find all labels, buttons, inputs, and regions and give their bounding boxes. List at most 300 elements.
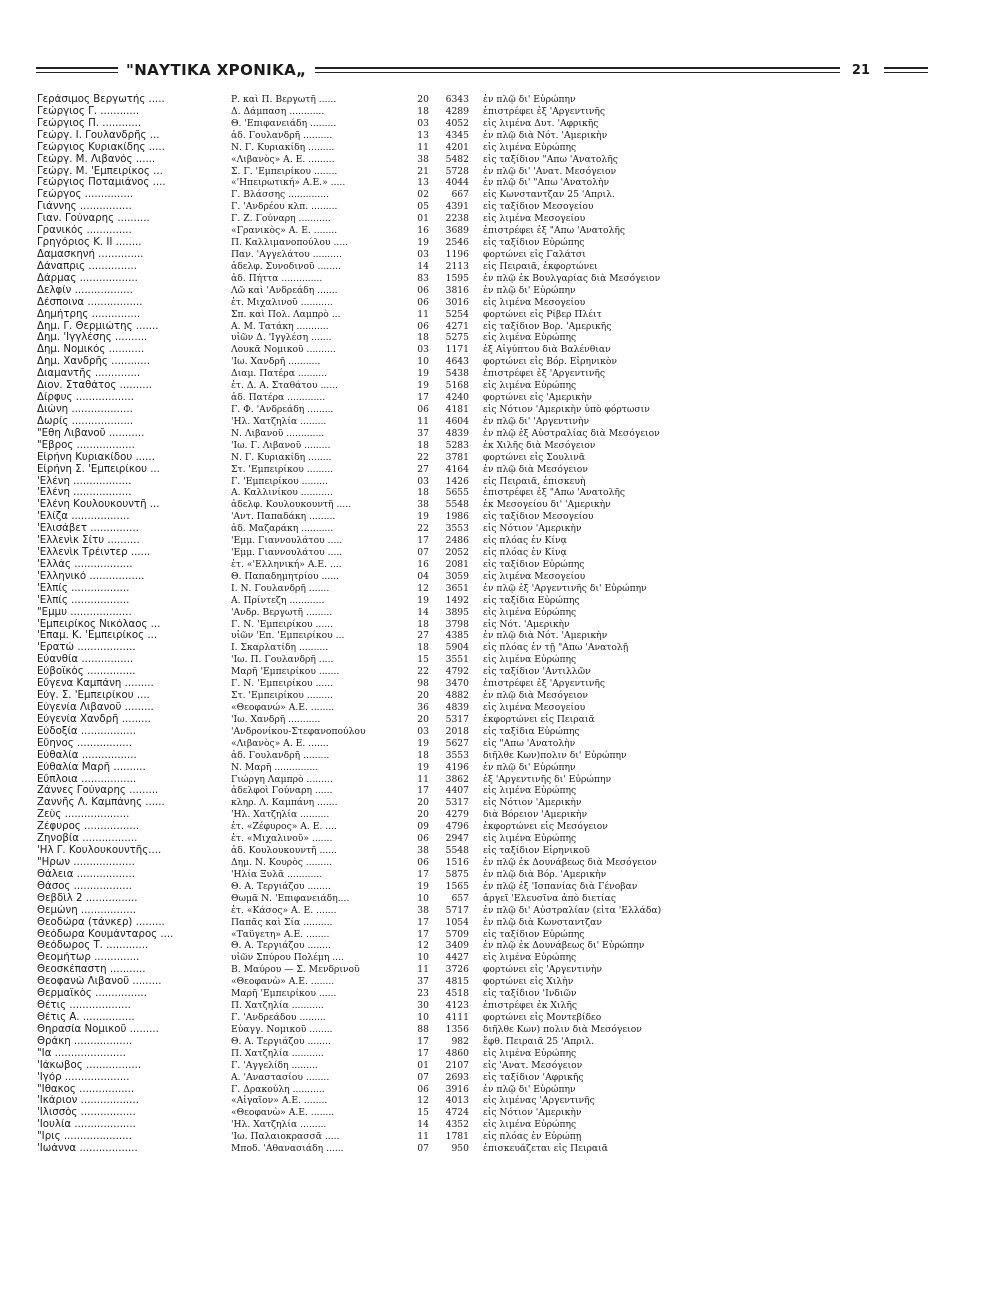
ship-row bbox=[37, 619, 737, 631]
build-year: 13 bbox=[417, 129, 429, 141]
ship-name: 'Ερατώ .................. bbox=[37, 642, 136, 654]
ship-owner: Παν. 'Αγγελάτου .......... bbox=[231, 248, 342, 260]
build-year: 18 bbox=[417, 439, 429, 451]
ship-owner: Λουκᾶ Νομικοῦ .......... bbox=[231, 344, 336, 356]
build-year: 16 bbox=[417, 558, 429, 570]
ship-row bbox=[37, 511, 737, 523]
tonnage: 5482 bbox=[445, 153, 469, 165]
ship-row bbox=[37, 702, 737, 714]
ship-row bbox=[37, 774, 737, 786]
ship-owner: Θ. Α. Τεργιάζου ........ bbox=[231, 880, 331, 892]
ship-name: Γεώργ. Μ. Λιβανός ...... bbox=[37, 153, 156, 165]
build-year: 83 bbox=[417, 272, 429, 284]
ship-name: 'Ελλενὶκ Σίτυ .......... bbox=[37, 535, 140, 547]
ship-row bbox=[37, 988, 737, 1000]
ship-owner: «Λιβανὸς» Α. Ε. ......... bbox=[231, 153, 335, 165]
tonnage: 4345 bbox=[445, 129, 469, 141]
ship-row bbox=[37, 797, 737, 809]
build-year: 14 bbox=[417, 606, 429, 618]
ship-status: εἰς ταξίδιον 'Αφρικῆς bbox=[483, 1071, 584, 1083]
build-year: 10 bbox=[417, 1011, 429, 1023]
ship-owner: 'Ηλ. Χατζηλία ......... bbox=[231, 1119, 327, 1131]
ship-status: φορτώνει εἰς Βόρ. Εἰρηνικὸν bbox=[483, 356, 618, 368]
page-number: 21 bbox=[851, 62, 870, 78]
build-year: 19 bbox=[417, 237, 429, 249]
ship-name: Θράκη .................. bbox=[37, 1035, 133, 1047]
ship-name: "Ια ...................... bbox=[37, 1047, 126, 1059]
ship-name: Θεοσκέπαστη ........... bbox=[37, 964, 146, 976]
tonnage: 4201 bbox=[445, 141, 469, 153]
tonnage: 1516 bbox=[445, 857, 469, 868]
ship-owner: Θ. Α. Τεργιάζου ........ bbox=[231, 1035, 331, 1047]
build-year: 17 bbox=[417, 1047, 429, 1059]
build-year: 13 bbox=[417, 177, 429, 189]
ship-name: Γεράσιμος Βεργωτής ..... bbox=[37, 94, 165, 105]
tonnage: 1781 bbox=[445, 1131, 469, 1143]
ship-row bbox=[37, 857, 737, 869]
ship-status: εἰς λιμένα Εὐρώπης bbox=[483, 833, 577, 845]
build-year: 38 bbox=[417, 153, 429, 165]
ship-status: ἐν πλῷ δι' Εὐρώπην bbox=[483, 284, 576, 296]
tonnage: 2018 bbox=[445, 725, 469, 737]
build-year: 27 bbox=[417, 463, 429, 475]
tonnage: 4792 bbox=[445, 666, 469, 678]
build-year: 16 bbox=[417, 225, 429, 237]
ship-row bbox=[37, 881, 737, 893]
build-year: 06 bbox=[417, 296, 429, 308]
ship-row bbox=[37, 630, 737, 642]
tonnage: 5283 bbox=[445, 439, 469, 451]
ship-name: 'Ικάριον .................. bbox=[37, 1095, 139, 1107]
ship-row bbox=[37, 416, 737, 428]
ship-row bbox=[37, 1084, 737, 1096]
ship-status: εἰς λιμένα Μεσογείου bbox=[483, 213, 586, 225]
tonnage: 5875 bbox=[445, 868, 469, 880]
ship-name: Θέτις ................... bbox=[37, 1000, 131, 1012]
ship-owner: 'Ηλ. Χατζηλία .......... bbox=[231, 809, 330, 821]
ship-name: 'Ιλισσὸς ................. bbox=[37, 1107, 136, 1119]
ship-status: εἰς λιμένα Εὐρώπης bbox=[483, 141, 577, 153]
ship-row bbox=[37, 309, 737, 321]
ship-status: εἰς πλόας ἐν Εὐρώπῃ bbox=[483, 1131, 582, 1143]
ship-status: εἰς Νότ. 'Αμερικὴν bbox=[483, 618, 570, 630]
ship-row bbox=[37, 738, 737, 750]
ship-owner: Γ. Βλάσσης .............. bbox=[231, 189, 329, 201]
ship-status: διὰ Βόρειον 'Αμερικὴν bbox=[483, 809, 588, 821]
tonnage: 5317 bbox=[445, 797, 469, 809]
ship-row bbox=[37, 332, 737, 344]
build-year: 11 bbox=[417, 141, 429, 153]
ship-owner: ἀδ. Γουλανδρῆ .......... bbox=[231, 129, 333, 141]
ship-row bbox=[37, 106, 737, 118]
ship-name: Θεομήτωρ .............. bbox=[37, 952, 140, 964]
build-year: 12 bbox=[417, 940, 429, 952]
tonnage: 5709 bbox=[445, 928, 469, 940]
ship-name: Γρανικός .............. bbox=[37, 225, 132, 237]
ship-status: εἰς λιμένα Εὐρώπης bbox=[483, 654, 577, 666]
ship-status: φορτώνει εἰς 'Αργεντινὴν bbox=[483, 964, 602, 976]
ship-row bbox=[37, 809, 737, 821]
build-year: 01 bbox=[417, 1059, 429, 1071]
ship-owner: «Αἰγαῖον» Α.Ε. ........ bbox=[231, 1095, 328, 1107]
ship-name: Γιάννης ................ bbox=[37, 201, 132, 213]
build-year: 06 bbox=[417, 833, 429, 845]
ship-name: 'Ιάκωβος ................. bbox=[37, 1059, 142, 1071]
ship-status: ἐν πλῷ ἐξ 'Ισπανίας διὰ Γένοβαν bbox=[483, 880, 638, 892]
ship-row bbox=[37, 952, 737, 964]
ship-name: Εἰρήνη Σ. 'Εμπειρίκου ... bbox=[37, 463, 160, 475]
ship-status: φορτώνει εἰς Μοντεβίδεο bbox=[483, 1011, 602, 1023]
ship-status: ἐκφορτώνει εἰς Μεσόγειον bbox=[483, 821, 608, 833]
tonnage: 4391 bbox=[445, 201, 469, 213]
ship-row bbox=[37, 249, 737, 261]
ship-name: Εὐγενία Λιβανοῦ ......... bbox=[37, 702, 154, 714]
ship-owner: 'Ανδρ. Βεργωτῆ ......... bbox=[231, 606, 333, 618]
tonnage: 3059 bbox=[445, 570, 469, 582]
tonnage: 4196 bbox=[445, 761, 469, 773]
ship-owner: υἱῶν Δ. 'Ιγγλέση ....... bbox=[231, 332, 332, 344]
tonnage: 4123 bbox=[445, 1000, 469, 1012]
build-year: 07 bbox=[417, 547, 429, 559]
ship-name: Θεοδώρα (τάνκερ) ......... bbox=[37, 916, 165, 928]
ship-name: 'Ελληνικό ................. bbox=[37, 570, 145, 582]
ship-owner: Εὐαγγ. Νομικοῦ ........ bbox=[231, 1023, 333, 1035]
ship-status: ἐν πλῷ ἐκ Βουλγαρίας διὰ Μεσόγειον bbox=[483, 272, 661, 284]
ship-status: εἰς ταξίδιον Βορ. 'Αμερικῆς bbox=[483, 320, 612, 332]
ship-row bbox=[37, 1012, 737, 1024]
tonnage: 3816 bbox=[445, 284, 469, 296]
ship-owner: Σπ. καὶ Πολ. Λαμπρὸ ... bbox=[231, 308, 341, 320]
ship-owner: 'Ανδρονίκου-Στεφανοπούλου bbox=[231, 725, 366, 737]
ship-row bbox=[37, 297, 737, 309]
ship-row bbox=[37, 535, 737, 547]
tonnage: 3016 bbox=[445, 296, 469, 308]
ship-status: ἐν πλῷ δι' 'Ανατ. Μεσόγειον bbox=[483, 165, 617, 177]
ship-name: Θάσος .................. bbox=[37, 880, 132, 892]
tonnage: 2238 bbox=[445, 213, 469, 225]
ship-name: Δημ. Νομικός ........... bbox=[37, 344, 145, 356]
ship-owner: Α. Καλλινίκου ........... bbox=[231, 487, 333, 499]
ship-status: ἐκ Μεσογείου δι' 'Αμερικὴν bbox=[483, 499, 611, 511]
ship-status: εἰς ταξίδιον "Απω 'Ανατολῆς bbox=[483, 153, 618, 165]
tonnage: 4111 bbox=[445, 1011, 469, 1023]
ship-row bbox=[37, 1048, 737, 1060]
ship-owner: Ι. Ν. Γουλανδρῆ ....... bbox=[231, 582, 330, 594]
ship-owner: ἀδελφ. Κουλουκουντῆ ..... bbox=[231, 499, 352, 511]
tonnage: 2113 bbox=[445, 260, 469, 272]
ship-owner: Δ. Δάμπαση ............ bbox=[231, 105, 325, 117]
build-year: 03 bbox=[417, 344, 429, 356]
tonnage: 4164 bbox=[445, 463, 469, 475]
ship-status: εἰς Κωνσταντζαν 25 'Απριλ. bbox=[483, 189, 615, 201]
ship-name: Εὐγ. Σ. 'Εμπειρίκου .... bbox=[37, 690, 150, 702]
tonnage: 4427 bbox=[445, 952, 469, 964]
ship-owner: Γ. 'Ανδρεάδου ......... bbox=[231, 1011, 326, 1023]
ship-status: φορτώνει εἰς Γαλάτσι bbox=[483, 248, 586, 260]
build-year: 98 bbox=[417, 678, 429, 690]
ship-owner: 'Εμμ. Γιαννουλάτου ..... bbox=[231, 547, 343, 559]
ship-name: "Ηρων ................... bbox=[37, 857, 135, 868]
ship-status: εἰς Νότιον 'Αμερικὴν bbox=[483, 797, 582, 809]
build-year: 17 bbox=[417, 785, 429, 797]
header-rule-middle bbox=[315, 67, 839, 73]
ship-status: διῆλθε Κων)πολιν δι' Εὐρώπην bbox=[483, 749, 627, 761]
ship-name: 'Ελένη .................. bbox=[37, 475, 132, 487]
ship-name: Εὔπλοια ................. bbox=[37, 773, 137, 785]
ship-row bbox=[37, 917, 737, 929]
ship-row bbox=[37, 201, 737, 213]
ship-status: ἐκ Χιλῆς διὰ Μεσόγειον bbox=[483, 439, 596, 451]
ship-row bbox=[37, 273, 737, 285]
tonnage: 4181 bbox=[445, 403, 469, 415]
ship-owner: υἱῶν 'Επ. 'Εμπειρίκου ... bbox=[231, 630, 345, 642]
ship-name: 'Επαμ. Κ. 'Εμπειρίκος ... bbox=[37, 630, 158, 642]
build-year: 18 bbox=[417, 105, 429, 117]
tonnage: 1171 bbox=[445, 344, 469, 356]
tonnage: 3895 bbox=[445, 606, 469, 618]
build-year: 06 bbox=[417, 320, 429, 332]
ship-status: εἰς ταξίδιον Μεσογείου bbox=[483, 201, 594, 213]
ship-name: 'Ελπίς .................. bbox=[37, 582, 130, 594]
ship-owner: Ν. Γ. Κυριακίδη ........ bbox=[231, 451, 332, 463]
ship-row bbox=[37, 404, 737, 416]
ship-status: εἰς Νότιον 'Αμερικὴν bbox=[483, 1107, 582, 1119]
ship-name: Εἰρήνη Κυριακίδου ...... bbox=[37, 451, 155, 463]
build-year: 19 bbox=[417, 511, 429, 523]
tonnage: 5548 bbox=[445, 499, 469, 511]
ship-status: εἰς ταξίδια Εὐρώπης bbox=[483, 725, 580, 737]
ship-status: φορτώνει εἰς Σουλινᾶ bbox=[483, 451, 586, 463]
ship-row bbox=[37, 642, 737, 654]
build-year: 27 bbox=[417, 630, 429, 642]
ship-row bbox=[37, 559, 737, 571]
ship-owner: «Θεοφανώ» Α.Ε. ........ bbox=[231, 702, 335, 714]
tonnage: 1356 bbox=[445, 1023, 469, 1035]
ship-name: "Ιρις ..................... bbox=[37, 1131, 132, 1143]
build-year: 19 bbox=[417, 737, 429, 749]
ship-owner: 'Ιω. Γ. Λιβανοῦ ......... bbox=[231, 439, 331, 451]
tonnage: 4796 bbox=[445, 821, 469, 833]
build-year: 11 bbox=[417, 964, 429, 976]
tonnage: 4240 bbox=[445, 392, 469, 404]
ship-owner: ἐτ. «'Ελληνική» Α.Ε. .... bbox=[231, 558, 342, 570]
ship-name: 'Ελίζα .................. bbox=[37, 511, 130, 523]
ship-owner: Ι. Σκαρλατίδη .......... bbox=[231, 642, 329, 654]
tonnage: 4289 bbox=[445, 105, 469, 117]
ship-owner: κληρ. Λ. Καμπάνη ....... bbox=[231, 797, 338, 809]
ship-row bbox=[37, 583, 737, 595]
build-year: 38 bbox=[417, 499, 429, 511]
tonnage: 5438 bbox=[445, 368, 469, 380]
ship-status: εἰς λιμένα Εὐρώπης bbox=[483, 952, 577, 964]
ship-row bbox=[37, 1119, 737, 1131]
ship-status: ἐν πλῷ ἐκ Δουνάβεως δι' Εὐρώπην bbox=[483, 940, 645, 952]
ship-status: φορτώνει εἰς Χιλὴν bbox=[483, 976, 574, 988]
ship-row bbox=[37, 189, 737, 201]
tonnage: 6343 bbox=[445, 94, 469, 105]
ship-row bbox=[37, 893, 737, 905]
tonnage: 1492 bbox=[445, 594, 469, 606]
ship-row bbox=[37, 869, 737, 881]
build-year: 06 bbox=[417, 1083, 429, 1095]
ship-name: Δάναπρις ............... bbox=[37, 260, 137, 272]
ship-name: Δημ. 'Ιγγλέσης .......... bbox=[37, 332, 148, 344]
ship-owner: Γ. 'Ανδρέου κλπ. ......... bbox=[231, 201, 338, 213]
ship-status: ἐν πλῷ διὰ Νότ. 'Αμερικὴν bbox=[483, 129, 608, 141]
ship-name: Ζέφυρος ................. bbox=[37, 821, 140, 833]
magazine-title: "ΝΑΥΤΙΚΑ ΧΡΟΝΙΚΑ„ bbox=[126, 61, 307, 79]
ship-status: εἰς πλόας ἐν Κίνᾳ bbox=[483, 547, 567, 559]
tonnage: 3651 bbox=[445, 582, 469, 594]
ship-owner: Ν. Μαρῆ ............... bbox=[231, 761, 319, 773]
ship-status: ἐν πλῷ διὰ Κωνσταντζαν bbox=[483, 916, 602, 928]
build-year: 36 bbox=[417, 702, 429, 714]
build-year: 30 bbox=[417, 1000, 429, 1012]
ship-status: ἐν πλῷ δι' Εὐρώπην bbox=[483, 761, 576, 773]
tonnage: 5728 bbox=[445, 165, 469, 177]
tonnage: 3470 bbox=[445, 678, 469, 690]
ship-owner: Διαμ. Πατέρα .......... bbox=[231, 368, 328, 380]
ship-status: ἔφθ. Πειραιᾶ 25 'Απριλ. bbox=[483, 1035, 594, 1047]
ship-name: Εὐθαλία Μαρῆ .......... bbox=[37, 761, 146, 773]
tonnage: 2107 bbox=[445, 1059, 469, 1071]
ship-row bbox=[37, 380, 737, 392]
ship-row bbox=[37, 177, 737, 189]
ship-owner: Ν. Λιβανοῦ ............. bbox=[231, 427, 325, 439]
ship-name: 'Ιουλία ................... bbox=[37, 1119, 136, 1131]
ship-row bbox=[37, 964, 737, 976]
ship-status: εἰς ταξίδιον Εὐρώπης bbox=[483, 558, 585, 570]
ship-owner: ἀδελφοὶ Γούναρη ...... bbox=[231, 785, 333, 797]
ship-row bbox=[37, 821, 737, 833]
ship-owner: Μαρῆ 'Εμπειρίκου ....... bbox=[231, 666, 340, 678]
build-year: 38 bbox=[417, 904, 429, 916]
ship-name: Γεώργ. Ι. Γουλανδρῆς ... bbox=[37, 129, 160, 141]
ship-row bbox=[37, 654, 737, 666]
ship-status: ἀργεῖ 'Ελευσῖνα ἀπὸ διετίας bbox=[483, 892, 616, 904]
ship-status: ἐν πλῷ δι' 'Αργεντινὴν bbox=[483, 415, 590, 427]
ship-name: Θεόδωρος Τ. ............. bbox=[37, 940, 149, 952]
ship-name: 'Ελένη Κουλουκουντῆ ... bbox=[37, 499, 160, 511]
ship-row bbox=[37, 464, 737, 476]
ship-row bbox=[37, 321, 737, 333]
tonnage: 2546 bbox=[445, 237, 469, 249]
ship-row bbox=[37, 905, 737, 917]
ship-owner: Λῶ καὶ 'Ανδρεάδη ....... bbox=[231, 284, 338, 296]
ship-name: Γεώργιος Γ. ............ bbox=[37, 105, 140, 117]
tonnage: 2486 bbox=[445, 535, 469, 547]
tonnage: 5717 bbox=[445, 904, 469, 916]
tonnage: 1565 bbox=[445, 880, 469, 892]
ship-status: εἰς ταξίδιον Μεσογείου bbox=[483, 511, 594, 523]
ship-status: εἰς λιμένας 'Αργεντινῆς bbox=[483, 1095, 595, 1107]
ship-name: Δελφίν .................. bbox=[37, 284, 133, 296]
tonnage: 5655 bbox=[445, 487, 469, 499]
ship-status: φορτώνει εἰς 'Αμερικὴν bbox=[483, 392, 592, 404]
tonnage: 3553 bbox=[445, 749, 469, 761]
ship-row bbox=[37, 678, 737, 690]
ship-owner: Θ. 'Επιφανειάδη ......... bbox=[231, 117, 337, 129]
tonnage: 3781 bbox=[445, 451, 469, 463]
tonnage: 1986 bbox=[445, 511, 469, 523]
tonnage: 4839 bbox=[445, 702, 469, 714]
ship-name: 'Ελένη .................. bbox=[37, 487, 132, 499]
ship-name: Θηρασία Νομικοῦ ......... bbox=[37, 1023, 159, 1035]
tonnage: 3862 bbox=[445, 773, 469, 785]
build-year: 12 bbox=[417, 582, 429, 594]
page-header bbox=[36, 58, 928, 82]
build-year: 18 bbox=[417, 618, 429, 630]
ship-owner: Α. 'Αναστασίου ........ bbox=[231, 1071, 330, 1083]
ship-status: ἐν πλῷ δι' Εὐρώπην bbox=[483, 94, 576, 105]
ship-row bbox=[37, 726, 737, 738]
ship-name: Εὐανθία ................ bbox=[37, 654, 134, 666]
ship-owner: Γ. Φ. 'Ανδρεάδη ......... bbox=[231, 403, 334, 415]
ship-name: Εὔηνος ................. bbox=[37, 737, 132, 749]
ship-owner: ἀδ. Κουλουκουντῆ ...... bbox=[231, 845, 337, 857]
build-year: 03 bbox=[417, 117, 429, 129]
ship-name: 'Ιωάννα .................. bbox=[37, 1143, 138, 1155]
ship-status: διῆλθε Κων) πολιν διὰ Μεσόγειον bbox=[483, 1023, 642, 1035]
ship-owner: Θ. Α. Τεργιάζου ........ bbox=[231, 940, 331, 952]
ship-status: εἰς λιμένα Εὐρώπης bbox=[483, 606, 577, 618]
ship-owner: Γ. 'Αγγελίδη ......... bbox=[231, 1059, 318, 1071]
build-year: 19 bbox=[417, 594, 429, 606]
ship-row bbox=[37, 392, 737, 404]
ship-owner: Μαρῆ 'Εμπειρίκου ...... bbox=[231, 988, 337, 1000]
build-year: 19 bbox=[417, 880, 429, 892]
build-year: 07 bbox=[417, 1071, 429, 1083]
ship-row bbox=[37, 118, 737, 130]
build-year: 19 bbox=[417, 761, 429, 773]
ship-owner: ἐτ. Δ. Α. Σταθάτου ...... bbox=[231, 380, 338, 392]
ship-owner: Β. Μαύρου — Σ. Μενδρινοῦ bbox=[231, 964, 360, 976]
build-year: 10 bbox=[417, 892, 429, 904]
tonnage: 4518 bbox=[445, 988, 469, 1000]
build-year: 15 bbox=[417, 1107, 429, 1119]
build-year: 11 bbox=[417, 773, 429, 785]
build-year: 37 bbox=[417, 976, 429, 988]
ship-name: 'Ελλενὶκ Τρέιντερ ...... bbox=[37, 547, 151, 559]
ship-owner: 'Αντ. Παπαδάκη ......... bbox=[231, 511, 336, 523]
ship-status: ἐν πλῷ δι' Εὐρώπην bbox=[483, 1083, 576, 1095]
ship-row bbox=[37, 1131, 737, 1143]
tonnage: 4052 bbox=[445, 117, 469, 129]
ship-status: ἐν πλῷ δι' "Απω 'Ανατολὴν bbox=[483, 177, 610, 189]
ship-name: 'Ελλάς .................. bbox=[37, 558, 133, 570]
build-year: 19 bbox=[417, 368, 429, 380]
tonnage: 4271 bbox=[445, 320, 469, 332]
ship-row bbox=[37, 714, 737, 726]
ship-name: 'Εμπειρίκος Νικόλαος ... bbox=[37, 618, 161, 630]
ship-owner: Γ. 'Εμπειρίκου ......... bbox=[231, 475, 328, 487]
tonnage: 5317 bbox=[445, 713, 469, 725]
build-year: 22 bbox=[417, 666, 429, 678]
tonnage: 657 bbox=[451, 892, 469, 904]
tonnage: 4385 bbox=[445, 630, 469, 642]
ship-status: ἐν πλῷ ἐκ Δουνάβεως διὰ Μεσόγειον bbox=[483, 857, 657, 868]
ship-status: εἰς Νότιον 'Αμερικὴν bbox=[483, 523, 582, 535]
build-year: 03 bbox=[417, 725, 429, 737]
ship-owner: 'Ηλία Ξυλᾶ ............ bbox=[231, 868, 323, 880]
ship-name: Γεώργ. Μ. 'Εμπειρίκος ... bbox=[37, 165, 163, 177]
ship-row bbox=[37, 261, 737, 273]
tonnage: 4839 bbox=[445, 427, 469, 439]
ship-name: Διαμαντῆς .............. bbox=[37, 368, 141, 380]
ship-status: ἐν πλῷ ἐξ Αὐστραλίας διὰ Μεσόγειον bbox=[483, 427, 660, 439]
ship-owner: 'Ιω. Παλαιοκρασσᾶ ..... bbox=[231, 1131, 340, 1143]
ship-row bbox=[37, 547, 737, 559]
